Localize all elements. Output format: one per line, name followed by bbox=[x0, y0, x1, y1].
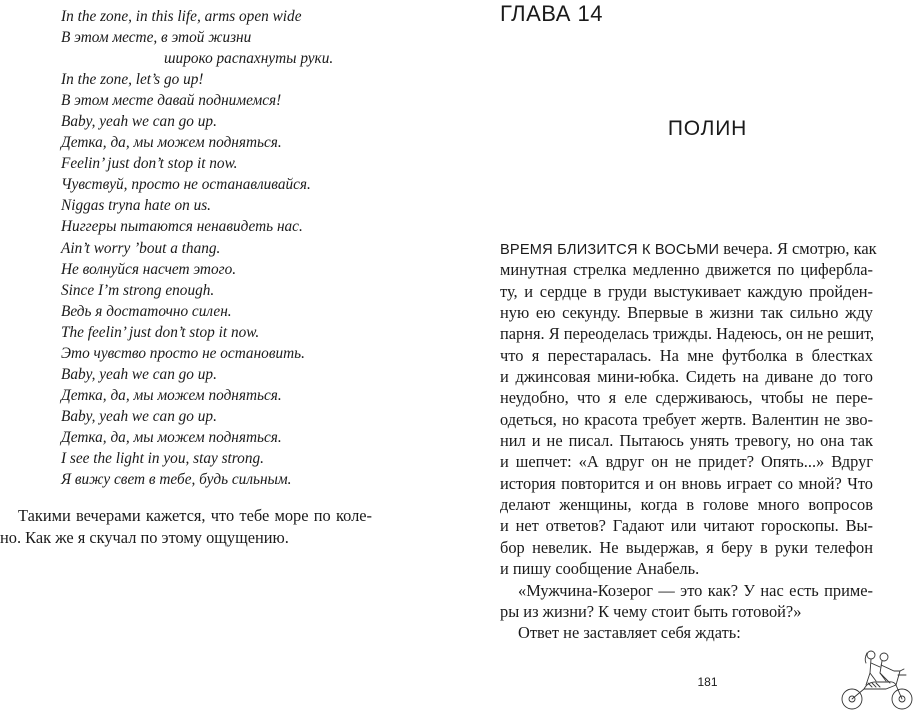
body-line: бор невелик. Не выдержав, я беру в руки телефон bbox=[500, 537, 873, 557]
body-line: и джинсовая мини-юбка. Сидеть на диване до того bbox=[500, 367, 873, 387]
body-line: ту, и сердце в груди выстукивает каждую пройден- bbox=[500, 281, 873, 301]
body-line: и шепчет: «А вдруг он не придет? Опять...» Вдруг bbox=[500, 452, 873, 472]
body-line: одеться, но красота требует жертв. Валентин не зво- bbox=[500, 409, 873, 429]
lyric-line: Детка, да, мы можем подняться. bbox=[61, 134, 282, 152]
lyric-line: Baby, yeah we can go up. bbox=[61, 407, 217, 425]
chapter-heading: ГЛАВА 14 bbox=[500, 1, 603, 26]
song-lyrics bbox=[61, 6, 421, 490]
body-line: «Мужчина-Козерог — это как? У нас есть приме- bbox=[518, 580, 873, 600]
body-line: нил и не писал. Пытаюсь унять тревогу, но она так bbox=[500, 431, 873, 451]
body-line: неудобно, что я еле сдерживаюсь, чтобы не пере- bbox=[500, 388, 873, 408]
lyric-line: Детка, да, мы можем подняться. bbox=[61, 428, 282, 446]
right-body-text bbox=[500, 238, 877, 644]
lead-caps: ВРЕМЯ БЛИЗИТСЯ К ВОСЬМИ bbox=[500, 242, 720, 258]
body-line: делают женщины, когда в голове много вопросов bbox=[500, 495, 873, 515]
right-page bbox=[460, 0, 919, 712]
body-line: но. Как же я скучал по этому ощущению. bbox=[0, 527, 289, 547]
motorcycle-couple-illustration bbox=[838, 645, 919, 712]
body-line: и нет ответов? Гадают или читают гороскопы. Вы- bbox=[500, 516, 873, 536]
lyric-line: В этом месте, в этой жизни bbox=[61, 29, 252, 47]
lead-rest: вечера. Я смотрю, как bbox=[719, 239, 877, 258]
lyric-line: In the zone, in this life, arms open wide bbox=[61, 8, 302, 25]
lyric-line: I see the light in you, stay strong. bbox=[61, 449, 264, 467]
body-line: ры из жизни? К чему стоит быть готовой?» bbox=[500, 601, 802, 621]
lyric-line: Я вижу свет в тебе, будь сильным. bbox=[61, 471, 292, 489]
lyric-line: Baby, yeah we can go up. bbox=[61, 113, 217, 131]
lyric-line: In the zone, let’s go up! bbox=[61, 71, 204, 89]
lyric-line: широко распахнуты руки. bbox=[164, 50, 334, 68]
body-line: что я перестаралась. На мне футболка в блестках bbox=[500, 345, 873, 365]
lyric-line: В этом месте давай поднимемся! bbox=[61, 92, 282, 110]
lyric-line: Since I’m strong enough. bbox=[61, 281, 215, 299]
lyric-line: Это чувство просто не остановить. bbox=[61, 344, 305, 362]
body-line: история повторится и он вновь играет со мной? Что bbox=[500, 473, 873, 493]
lyric-line: Не волнуйся насчет этого. bbox=[61, 260, 237, 278]
body-line: минутная стрелка медленно движется по цифербла- bbox=[500, 260, 873, 280]
lyric-line: Ниггеры пытаются ненавидеть нас. bbox=[61, 218, 303, 236]
chapter-title: ПОЛИН bbox=[667, 117, 748, 140]
lyric-line: The feelin’ just don’t stop it now. bbox=[61, 323, 260, 341]
body-line: Ответ не заставляет себя ждать: bbox=[518, 623, 741, 643]
body-line: ную ею секунду. Впервые в жизни так сильно жду bbox=[500, 303, 873, 323]
body-line: и пишу сообщение Анабель. bbox=[500, 559, 700, 579]
lyric-line: Чувствуй, просто не останавливайся. bbox=[61, 176, 311, 194]
lyric-line: Ain’t worry ’bout a thang. bbox=[61, 239, 221, 257]
lyric-line: Baby, yeah we can go up. bbox=[61, 365, 217, 383]
lyric-line: Ведь я достаточно силен. bbox=[61, 302, 232, 320]
body-line: Такими вечерами кажется, что тебе море по коле- bbox=[18, 506, 372, 525]
lyric-line: Детка, да, мы можем подняться. bbox=[61, 386, 282, 404]
page-number: 181 bbox=[697, 675, 718, 689]
lyric-line: Feelin’ just don’t stop it now. bbox=[61, 155, 238, 173]
lyric-line: Niggas tryna hate on us. bbox=[61, 197, 211, 215]
left-body-text bbox=[0, 505, 372, 548]
body-line: парня. Я переоделась трижды. Надеюсь, он не решит, bbox=[500, 324, 875, 344]
body-line-lead bbox=[500, 238, 877, 259]
